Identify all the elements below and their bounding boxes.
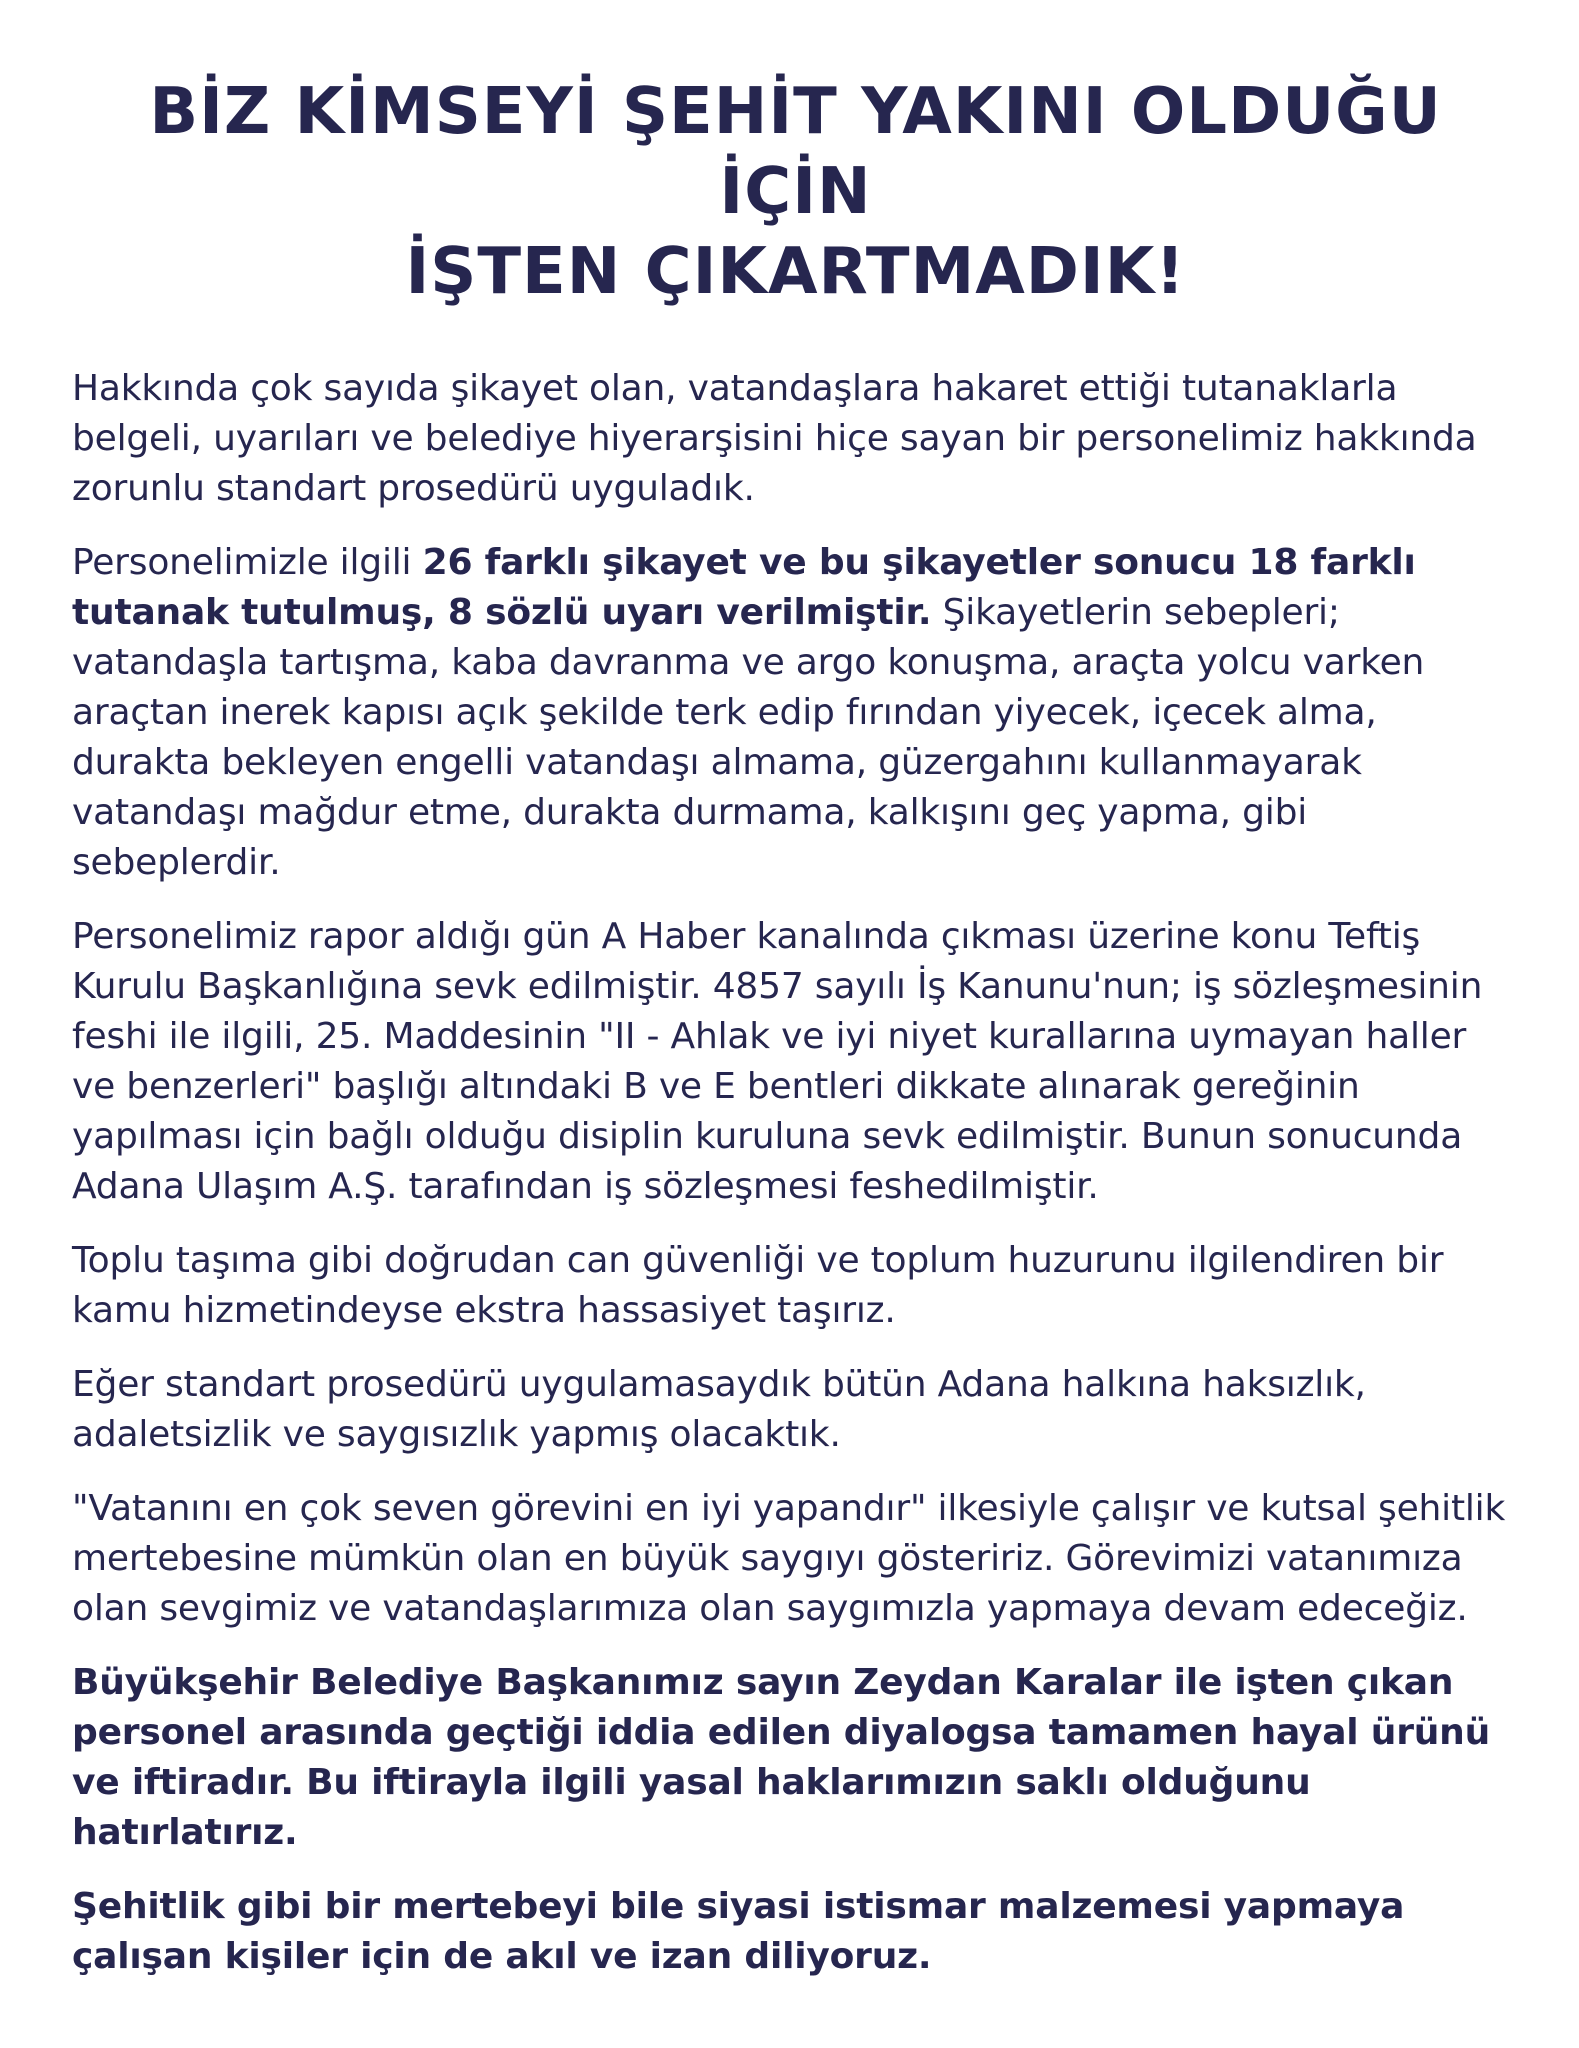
complaint-details-reasons: Şikayetlerin sebepleri; vatandaşla tartışma, kaba davranma ve argo konuşma, araçta yolcu varken araçtan inerek kapısı açık şekilde terk edip fırından yiyecek, içecek alma, durakta bekleyen engelli vatandaşı almama, güzergahını kullanmayarak vatandaşı mağdur etme, durakta durmama, kalkışını geç yapma, gibi sebeplerdir. (72, 592, 1425, 883)
paragraph-complaint-summary: Hakkında çok sayıda şikayet olan, vatandaşlara hakaret ettiği tutanaklarla belgeli, uyarıları ve belediye hiyerarşisini hiçe sayan bir personelimiz hakkında zorunlu standart prosedürü uyguladık. (72, 368, 1477, 509)
headline-line-1: BİZ KİMSEYİ ŞEHİT YAKINI OLDUĞU İÇİN (149, 75, 1442, 229)
paragraph-patriotism: "Vatanını en çok seven görevini en iyi yapandır" ilkesiyle çalışır ve kutsal şehitlik mertebesine mümkün olan en büyük saygıyı gösteririz. Görevimizi vatanımıza olan sevgimiz ve vatandaşlarımıza olan saygımızla yapmaya devam edeceğiz. (72, 1488, 1506, 1629)
paragraph-closing: Şehitlik gibi bir mertebeyi bile siyasi istismar malzemesi yapmaya çalışan kişiler için de akıl ve izan diliyoruz. (72, 1886, 1405, 1977)
paragraph-legal-process: Personelimiz rapor aldığı gün A Haber kanalında çıkması üzerine konu Teftiş Kurulu Başkanlığına sevk edilmiştir. 4857 sayılı İş Kanunu'nun; iş sözleşmesinin feshi ile ilgili, 25. Maddesinin "II - Ahlak ve iyi niyet kurallarına uymayan haller ve benzerleri" başlığı altındaki B ve E bentleri dikkate alınarak gereğinin yapılması için bağlı olduğu disiplin kuruluna sevk edilmiştir. Bunun sonucunda Adana Ulaşım A.Ş. tarafından iş sözleşmesi feshedilmiştir. (72, 916, 1483, 1207)
statement-headline (72, 72, 1519, 312)
complaint-details-lead: Personelimizle ilgili (72, 542, 423, 583)
complaint-details-counts: 26 farklı şikayet ve bu şikayetler sonucu 18 farklı tutanak tutulmuş, 8 sözlü uyarı verilmiştir. (72, 542, 1416, 633)
headline-line-2: İŞTEN ÇIKARTMADIK! (405, 235, 1186, 309)
paragraph-standard-procedure: Eğer standart prosedürü uygulamasaydık bütün Adana halkına haksızlık, adaletsizlik ve saygısızlık yapmış olacaktık. (72, 1364, 1366, 1455)
paragraph-public-service: Toplu taşıma gibi doğrudan can güvenliği ve toplum huzurunu ilgilendiren bir kamu hizmetindeyse ekstra hassasiyet taşırız. (72, 1240, 1444, 1331)
paragraph-complaint-details (72, 538, 1519, 888)
paragraph-mayor-dialogue: Büyükşehir Belediye Başkanımız sayın Zeydan Karalar ile işten çıkan personel arasında geçtiği iddia edilen diyalogsa tamamen hayal ürünü ve iftiradır. Bu iftirayla ilgili yasal haklarımızın saklı olduğunu hatırlatırız. (72, 1662, 1491, 1853)
